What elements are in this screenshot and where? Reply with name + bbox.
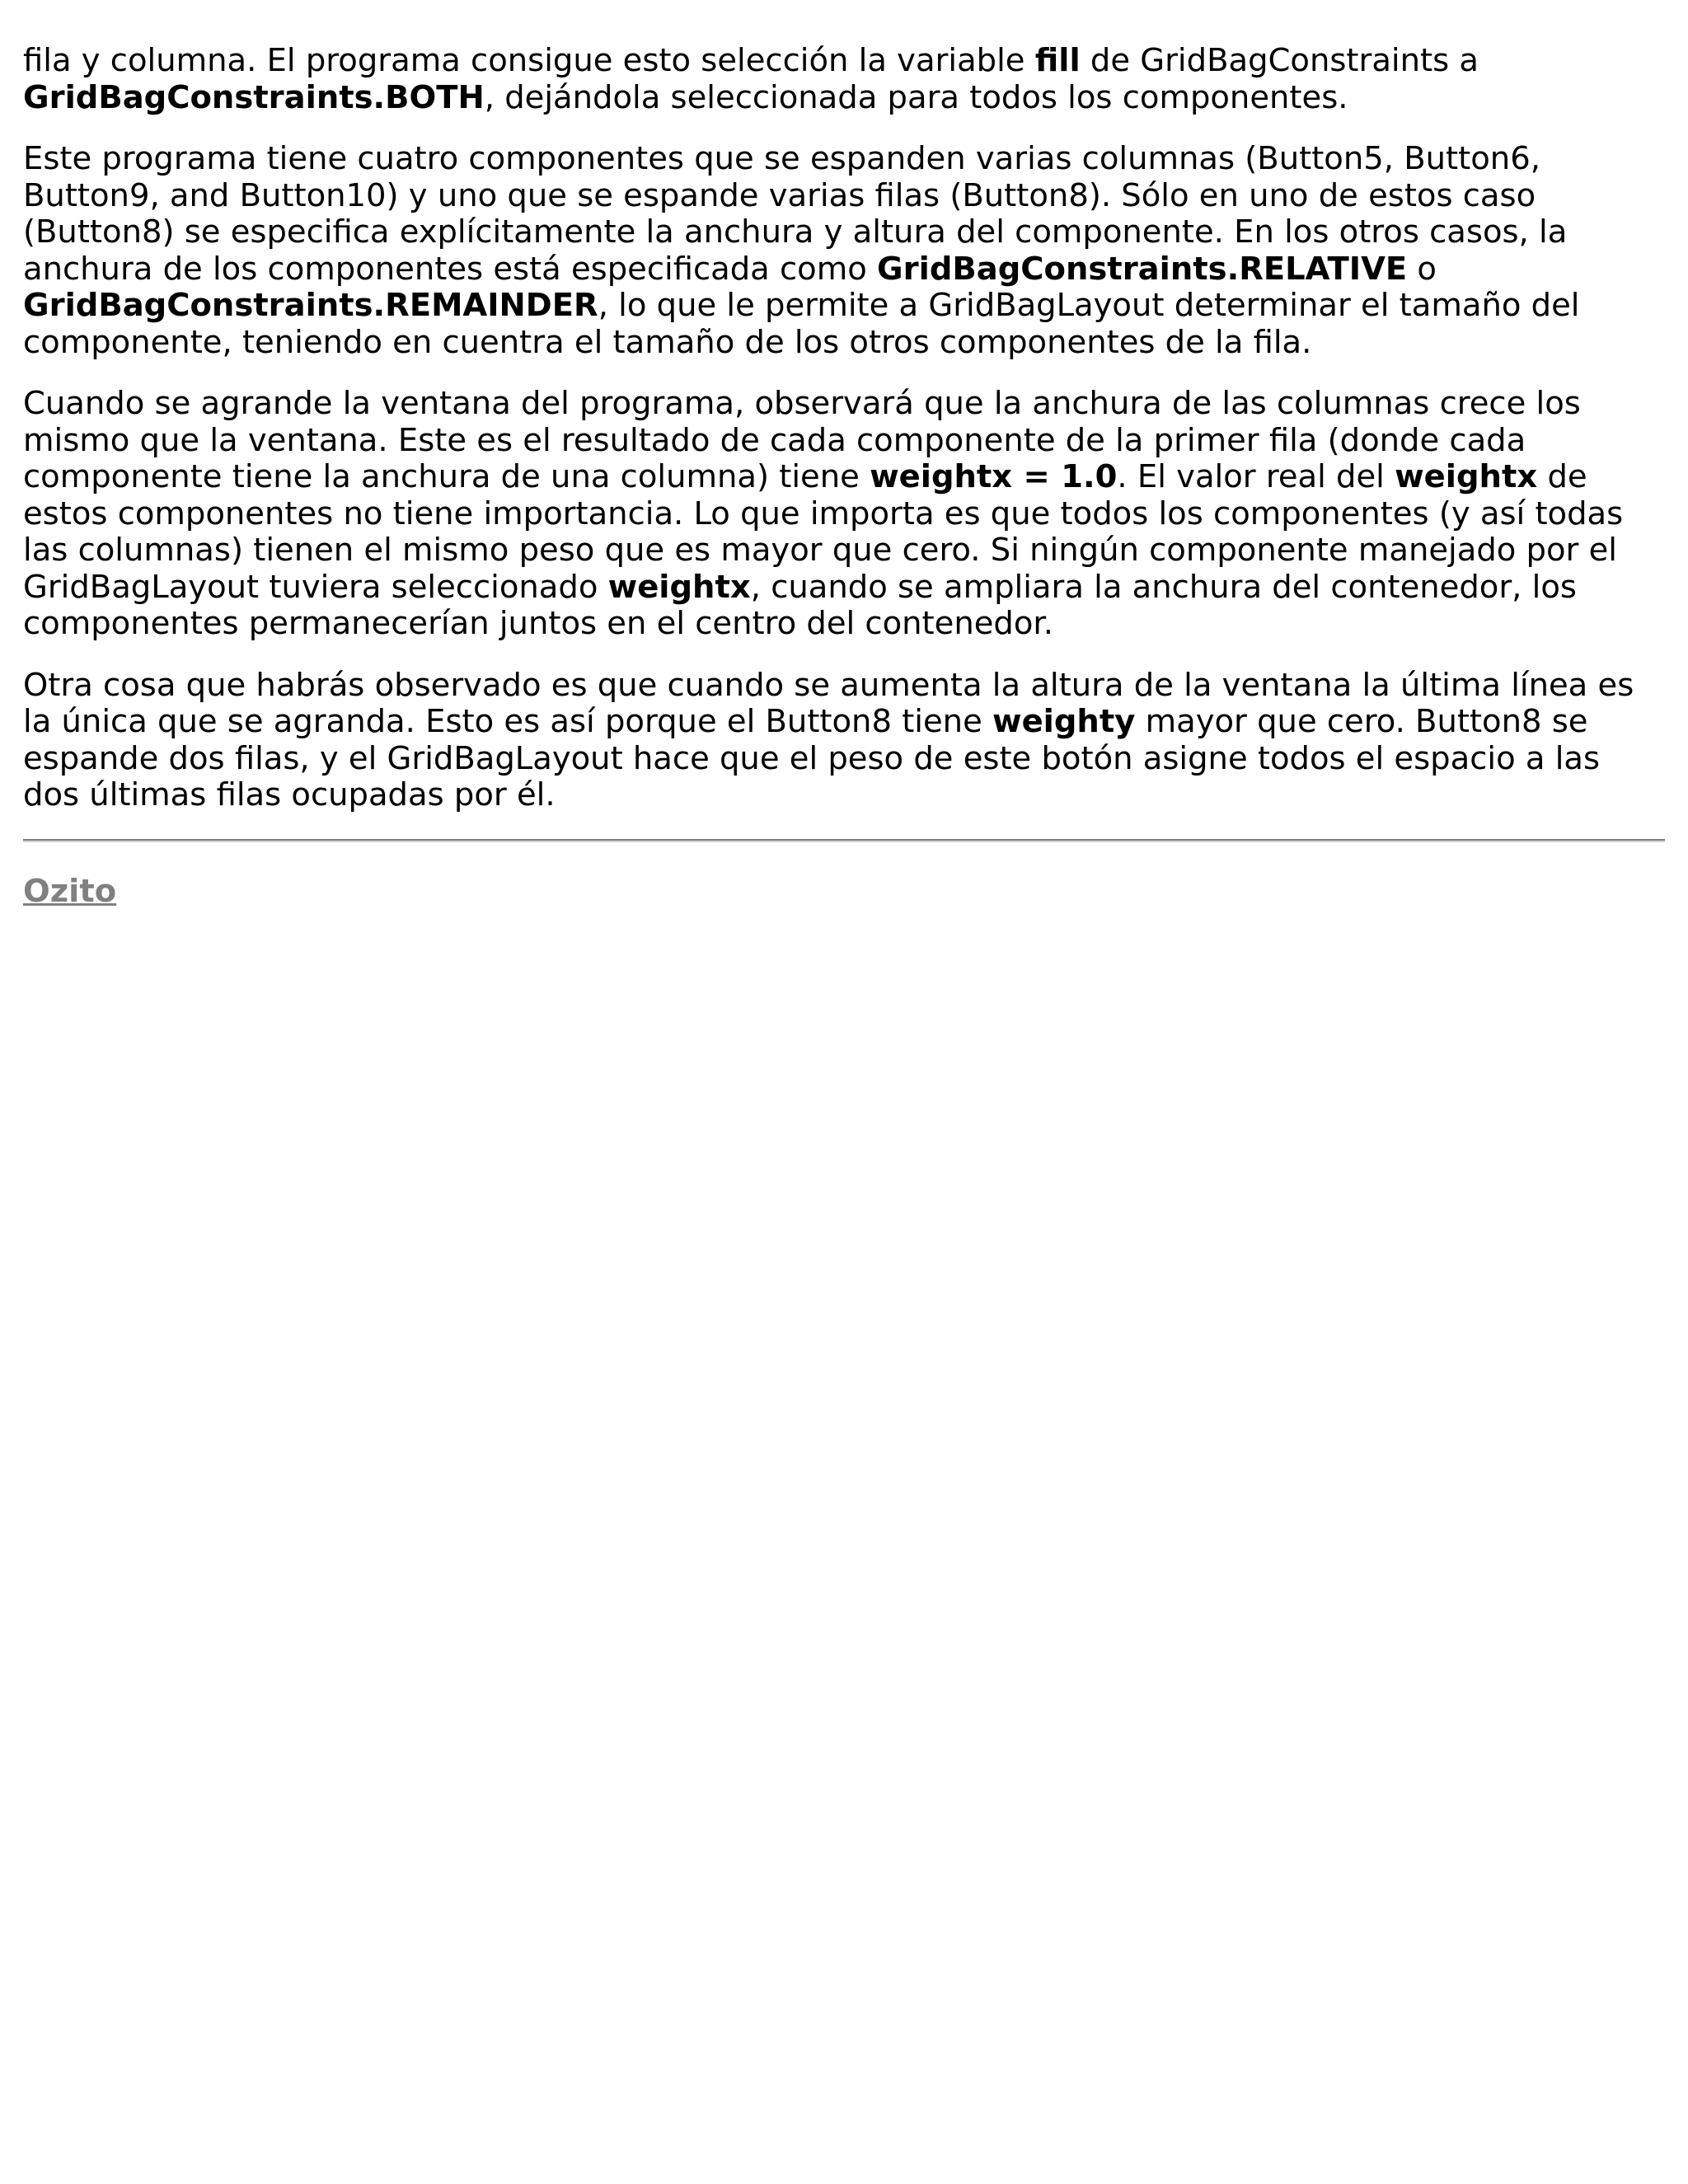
bold-term: GridBagConstraints.REMAINDER [23,287,598,324]
text-run: de GridBagConstraints a [1080,42,1479,79]
text-run: o [1407,250,1437,288]
text-run: Cuando se agrande la ventana del programa, observará que la anchura de las columnas crece los mismo que la ventana. Este es el resultado de cada componente de la primer fila (donde cada componente tiene la anchura de una columna) tiene [23,385,1581,495]
paragraph-4 [23,668,1665,814]
document-body [23,43,1665,910]
text-run: , dejándola seleccionada para todos los componentes. [484,78,1348,116]
horizontal-divider [23,839,1665,842]
text-run: mayor que cero. Button8 se espande dos filas, y el GridBagLayout hace que el peso de este botón asigne todos el espacio a las dos últimas filas ocupadas por él. [23,703,1601,813]
text-run: , cuando se ampliara la anchura del contenedor, los componentes permanecerían juntos en el centro del contenedor. [23,568,1577,642]
paragraph-3 [23,386,1665,643]
text-run: Este programa tiene cuatro componentes que se espanden varias columnas (Button5, Button6, Button9, and Button10) y uno que se espande varias filas (Button8). Sólo en uno de estos caso (Button8) se especifica explícitamente la anchura y altura del componente. En los otros casos, la anchura de los componentes está especificada como [23,140,1568,288]
text-run: fila y columna. El programa consigue esto selección la variable [23,42,1035,79]
paragraph-1 [23,43,1665,116]
bold-term: fill [1034,42,1081,79]
text-run: . El valor real del [1117,458,1395,495]
bold-term: weighty [992,703,1136,740]
bold-term: weightx [607,568,751,606]
bold-term: weightx = 1.0 [870,458,1118,495]
text-run: , lo que le permite a GridBagLayout determinar el tamaño del componente, teniendo en cuentra el tamaño de los otros componentes de la fila. [23,287,1580,361]
paragraph-2 [23,141,1665,361]
text-run: Otra cosa que habrás observado es que cuando se aumenta la altura de la ventana la última línea es la única que se agranda. Esto es así porque el Button8 tiene [23,666,1634,740]
text-run: de estos componentes no tiene importancia. Lo que importa es que todos los componentes (y así todas las columnas) tienen el mismo peso que es mayor que cero. Si ningún componente manejado por el GridBagLayout tuviera seleccionado [23,458,1624,606]
bold-term: GridBagConstraints.RELATIVE [877,250,1408,288]
bold-term: GridBagConstraints.BOTH [23,78,485,116]
ozito-link[interactable]: Ozito [23,872,117,910]
bold-term: weightx [1395,458,1538,495]
